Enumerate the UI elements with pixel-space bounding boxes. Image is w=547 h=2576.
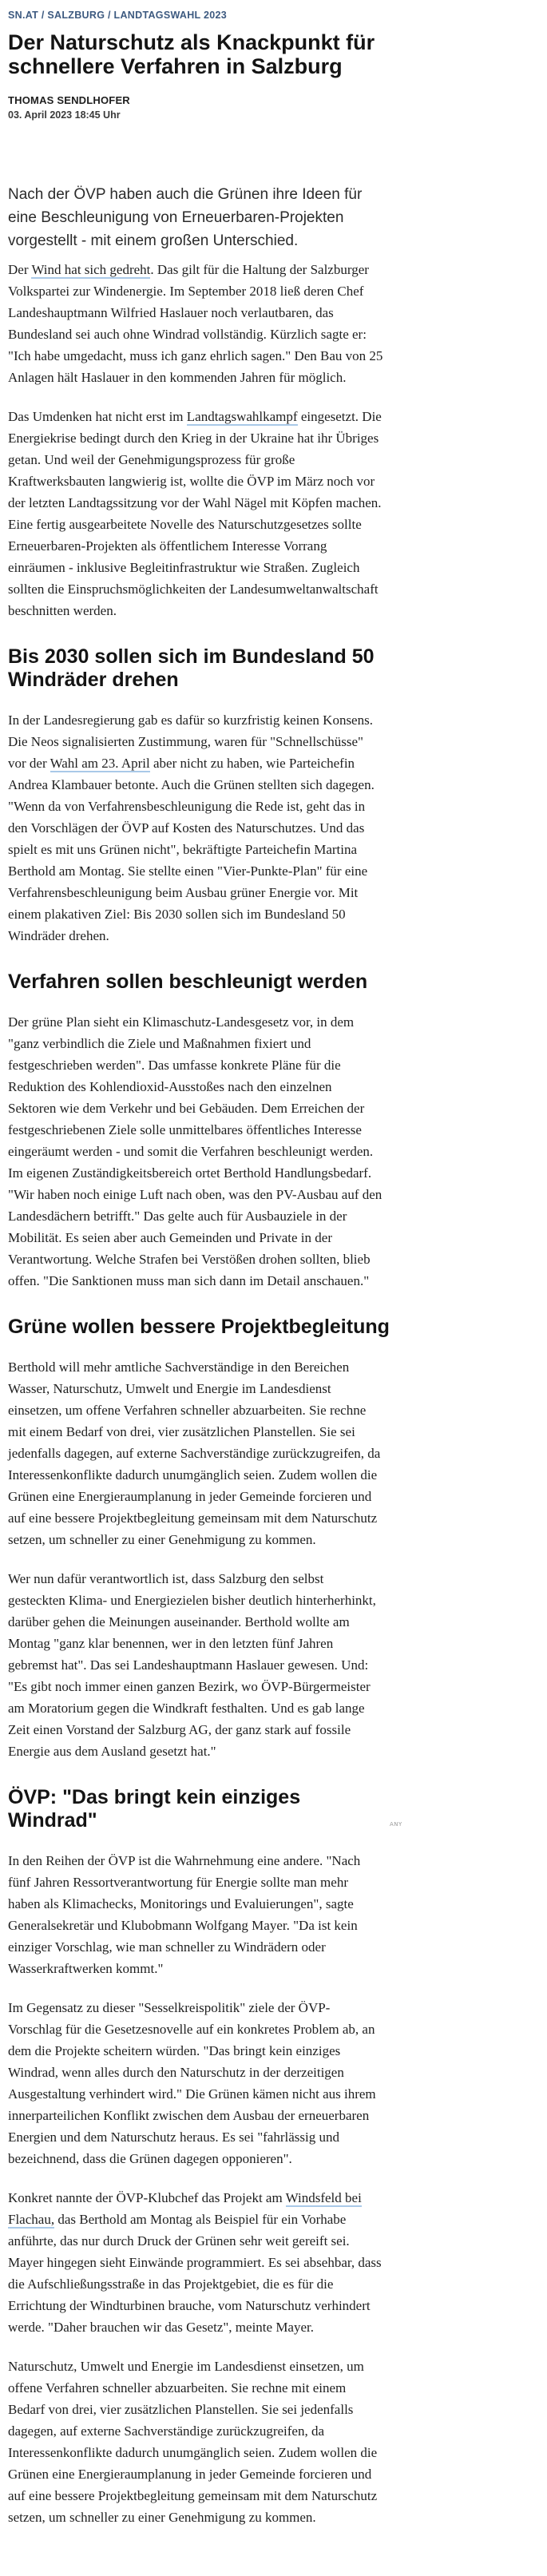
section-heading-projektbegleitung: Grüne wollen bessere Projektbegleitung [8,1316,390,1338]
article-paragraph [8,2356,383,2528]
paragraph-text: Im Gegensatz zu dieser "Sesselkreispolitik" ziele der ÖVP-Vorschlag für die Gesetzesnovelle auf ein konkretes Problem ab, an dem die Projekte scheitern würden. "Das bringt kein einziges Windrad, wenn alles durch den Naturschutz in der derzeitigen Ausgestaltung verhindert wird." Die Grünen kämen nicht aus ihrem innerparteilichen Konflikt zwischen dem Ausbau der erneuerbaren Energien und dem Naturschutz heraus. Es sei "fahrlässig und bezeichnend, dass die Grünen dagegen opponieren". [8,2000,376,2166]
author-name: THOMAS SENDLHOFER [8,94,130,106]
article-paragraph [8,259,383,388]
paragraph-text: Naturschutz, Umwelt und Energie im Landesdienst einsetzen, um offene Verfahren schneller abzuarbeiten. Sie rechne mit einem Bedarf von drei, vier zusätzlichen Planstellen. Sie sei jedenfalls dagegen, auf externe Sachverständige zurückzugreifen, da Interessenkonflikte dadurch unumgänglich seien. Zudem wollen die Grünen eine Energieraumplanung in jeder Gemeinde forcieren und auf eine bessere Projektbegleitung gemeinsam mit dem Naturschutz setzen, um schneller zu einer Genehmigung zu kommen. [8,2359,378,2525]
paragraph-text: Der grüne Plan sieht ein Klimaschutz-Landesgesetz vor, in dem "ganz verbindlich die Ziele und Maßnahmen fixiert und festgeschrieben werden". Das umfasse konkrete Pläne für die Reduktion des Kohlendioxid-Ausstoßes nach den einzelnen Sektoren wie dem Verkehr und bei Gebäuden. Dem Erreichen der festgeschriebenen Ziele solle unmittelbares öffentliches Interesse eingeräumt werden - und somit die Verfahren beschleunigt werden. Im eigenen Zuständigkeitsbereich ortet Berthold Handlungsbedarf. "Wir haben noch einige Luft nach oben, was den PV-Ausbau auf den Landesdächern betrifft." Das gelte auch für Ausbauziele in der Mobilität. Es seien aber auch Gemeinden und Private in der Verantwortung. Welche Strafen bei Verstößen drohen sollten, blieb offen. "Die Sanktionen muss man sich dann im Detail anschauen." [8,1014,383,1288]
article-paragraph [8,406,383,621]
section-heading-verfahren: Verfahren sollen beschleunigt werden [8,970,368,993]
section-heading-oevp: ÖVP: "Das bringt kein einziges Windrad" [8,1786,301,1832]
page-title: Der Naturschutz als Knackpunkt für schnellere Verfahren in Salzburg [8,30,375,78]
inline-link-wahl-april[interactable]: Wahl am 23. April [50,756,150,771]
paragraph-text: In der Landesregierung gab es dafür so kurzfristig keinen Konsens. Die Neos signalisierten Zustimmung, waren für "Schnellschüsse" vor der [8,712,373,771]
inline-link-windsfeld-flachau[interactable]: Windsfeld bei Flachau, [8,2190,362,2227]
inline-link-wind-gedreht[interactable]: Wind hat sich gedreht [31,262,151,277]
paragraph-text: das Berthold am Montag als Beispiel für ein Vorhabe anführte, das nur durch Druck der Grünen sehr weit gereift sei. Mayer hingegen sieht Einwände programmiert. Es sei absehbar, dass die Aufschließungsstraße in das Projektgebiet, die es für die Errichtung der Windturbinen brauche, vom Naturschutz verhindert werde. "Daher brauchen wir das Gesetz", meinte Mayer. [8,2212,382,2335]
inline-link-landtagswahlkampf[interactable]: Landtagswahlkampf [186,409,298,424]
publish-date: 03. April 2023 18:45 Uhr [8,109,121,121]
paragraph-text: Wer nun dafür verantwortlich ist, dass Salzburg den selbst gesteckten Klima- und Energiezielen bisher deutlich hinterherhinkt, darüber gehen die Meinungen auseinander. Berthold wollte am Montag "ganz klar benennen, wer in den letzten fünf Jahren gebremst hat". Das sei Landeshauptmann Haslauer gewesen. Und: "Es gibt noch immer einen ganzen Bezirk, wo ÖVP-Bürgermeister am Moratorium gegen die Windkraft festhalten. Und es gab lange Zeit einen Vorstand der Salzburg AG, der ganz stark auf fossile Energie aus dem Ausland gesetzt hat." [8,1571,376,1759]
article-paragraph [8,1356,383,1550]
paragraph-text: Der [8,262,32,277]
paragraph-text: In den Reihen der ÖVP ist die Wahrnehmung eine andere. "Nach fünf Jahren Ressortverantwortung für Energie sollte man mehr haben als Klimachecks, Monitorings und Evaluierungen", sagte Generalsekretär und Klubobmann Wolfgang Mayer. "Da ist kein einziger Vorschlag, wie man schneller zu Windrädern oder Wasserkraftwerken kommt." [8,1853,361,1976]
paragraph-text: Das Umdenken hat nicht erst im [8,409,187,424]
article-paragraph [8,2187,383,2338]
paragraph-text: Konkret nannte der ÖVP-Klubchef das Projekt am [8,2190,286,2205]
article-lead: Nach der ÖVP haben auch die Grünen ihre Ideen für eine Beschleunigung von Erneuerbaren-Projekten vorgestellt - mit einem großen Unterschied. [8,186,363,249]
paragraph-text: eingesetzt. Die Energiekrise bedingt durch den Krieg in der Ukraine hat ihr Übriges getan. Und weil der Genehmigungsprozess für große Kraftwerksbauten langwierig ist, wollte die ÖVP im März noch vor der letzten Landtagssitzung vor der Wahl Nägel mit Köpfen machen. Eine fertig ausgearbeitete Novelle des Naturschutzgesetzes sollte Erneuerbaren-Projekten als öffentlichem Interesse Vorrang einräumen - inklusive Begleitinfrastruktur wie Straßen. Zugleich sollten die Einspruchsmöglichkeiten der Landesumweltanwaltschaft beschnitten werden. [8,409,382,618]
article-paragraph [8,1997,383,2169]
article-paragraph [8,709,383,947]
paragraph-text: aber nicht zu haben, wie Parteichefin Andrea Klambauer betonte. Auch die Grünen stellten sich dagegen. "Wenn da von Verfahrensbeschleunigung die Rede ist, geht das in den Vorschlägen der ÖVP auf Kosten des Naturschutzes. Und das spielt es mit uns Grünen nicht", bekräftigte Parteichefin Martina Berthold am Montag. Sie stellte einen "Vier-Punkte-Plan" für eine Verfahrensbeschleunigung beim Ausbau grüner Energie vor. Mit einem plakativen Ziel: Bis 2030 sollen sich im Bundesland 50 Windräder drehen. [8,756,375,943]
article-paragraph [8,1568,383,1762]
article-paragraph [8,1850,383,1979]
ad-marker: ANY [390,1821,402,1828]
paragraph-text: . Das gilt für die Haltung der Salzburger Volkspartei zur Windenergie. Im September 2018 ließ deren Chef Landeshauptmann Wilfried Haslauer noch verlautbaren, das Bundesland sei auch ohne Windrad vollständig. Kürzlich sagte er: "Ich habe umgedacht, muss ich ganz ehrlich sagen." Den Bau von 25 Anlagen hält Haslauer in den kommenden Jahren für möglich. [8,262,383,385]
section-heading-windraeder: Bis 2030 sollen sich im Bundesland 50 Windräder drehen [8,645,375,691]
breadcrumb[interactable]: SN.AT / SALZBURG / LANDTAGSWAHL 2023 [8,10,228,21]
article-paragraph [8,1011,383,1292]
section-heading-wrap [8,1786,547,1832]
paragraph-text: Berthold will mehr amtliche Sachverständige in den Bereichen Wasser, Naturschutz, Umwelt und Energie im Landesdienst einsetzen, um offene Verfahren schneller abzuarbeiten. Sie rechne mit einem Bedarf von drei, vier zusätzlichen Planstellen. Sie sei jedenfalls dagegen, auf externe Sachverständige zurückzugreifen, da Interessenkonflikte dadurch unumgänglich seien. Zudem wollen die Grünen eine Energieraumplanung in jeder Gemeinde forcieren und auf eine bessere Projektbegleitung gemeinsam mit dem Naturschutz setzen, um schneller zu einer Genehmigung zu kommen. [8,1359,381,1547]
